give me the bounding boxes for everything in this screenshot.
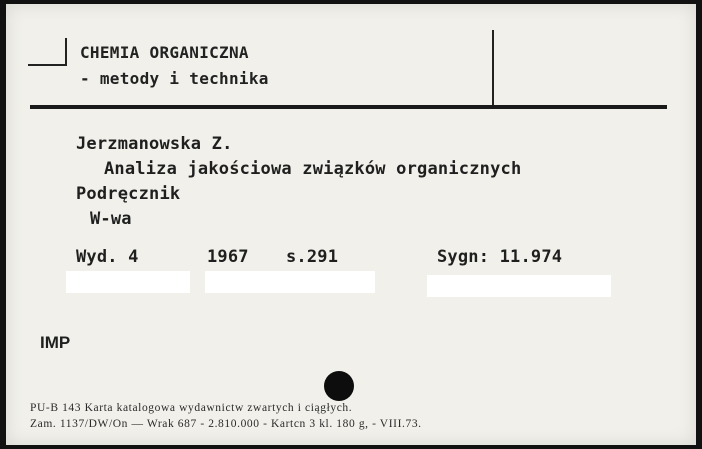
entry-author: Jerzmanowska Z. (76, 134, 233, 154)
header-tab-line (28, 64, 66, 66)
header-vertical-rule (492, 30, 494, 106)
subject-heading (80, 40, 269, 92)
header-tab-tick (65, 38, 67, 66)
redaction-block (205, 271, 375, 293)
entry-place: W-wa (90, 209, 132, 229)
entry-pages: s.291 (286, 247, 339, 267)
punch-hole (324, 371, 354, 401)
entry-year: 1967 (207, 247, 249, 267)
entry-signature: Sygn: 11.974 (437, 247, 563, 267)
catalog-card (6, 4, 696, 445)
entry-edition: Wyd. 4 (76, 247, 139, 267)
header-horizontal-rule (30, 105, 667, 109)
footer-line1: PU-B 143 Karta katalogowa wydawnictw zwartych i ciągłych. (30, 402, 353, 414)
entry-subtitle: Podręcznik (76, 184, 181, 204)
redaction-block (427, 275, 611, 297)
entry-title: Analiza jakościowa związków organicznych (104, 159, 522, 179)
redaction-block (66, 271, 190, 293)
footer-line2: Zam. 1137/DW/On — Wrak 687 - 2.810.000 - Kartcn 3 kl. 180 g, - VIII.73. (30, 418, 422, 430)
subject-heading-line1: CHEMIA ORGANICZNA (80, 43, 249, 62)
subject-heading-line2: - metody i technika (80, 69, 269, 88)
stamp-imp: IMP (40, 333, 71, 352)
